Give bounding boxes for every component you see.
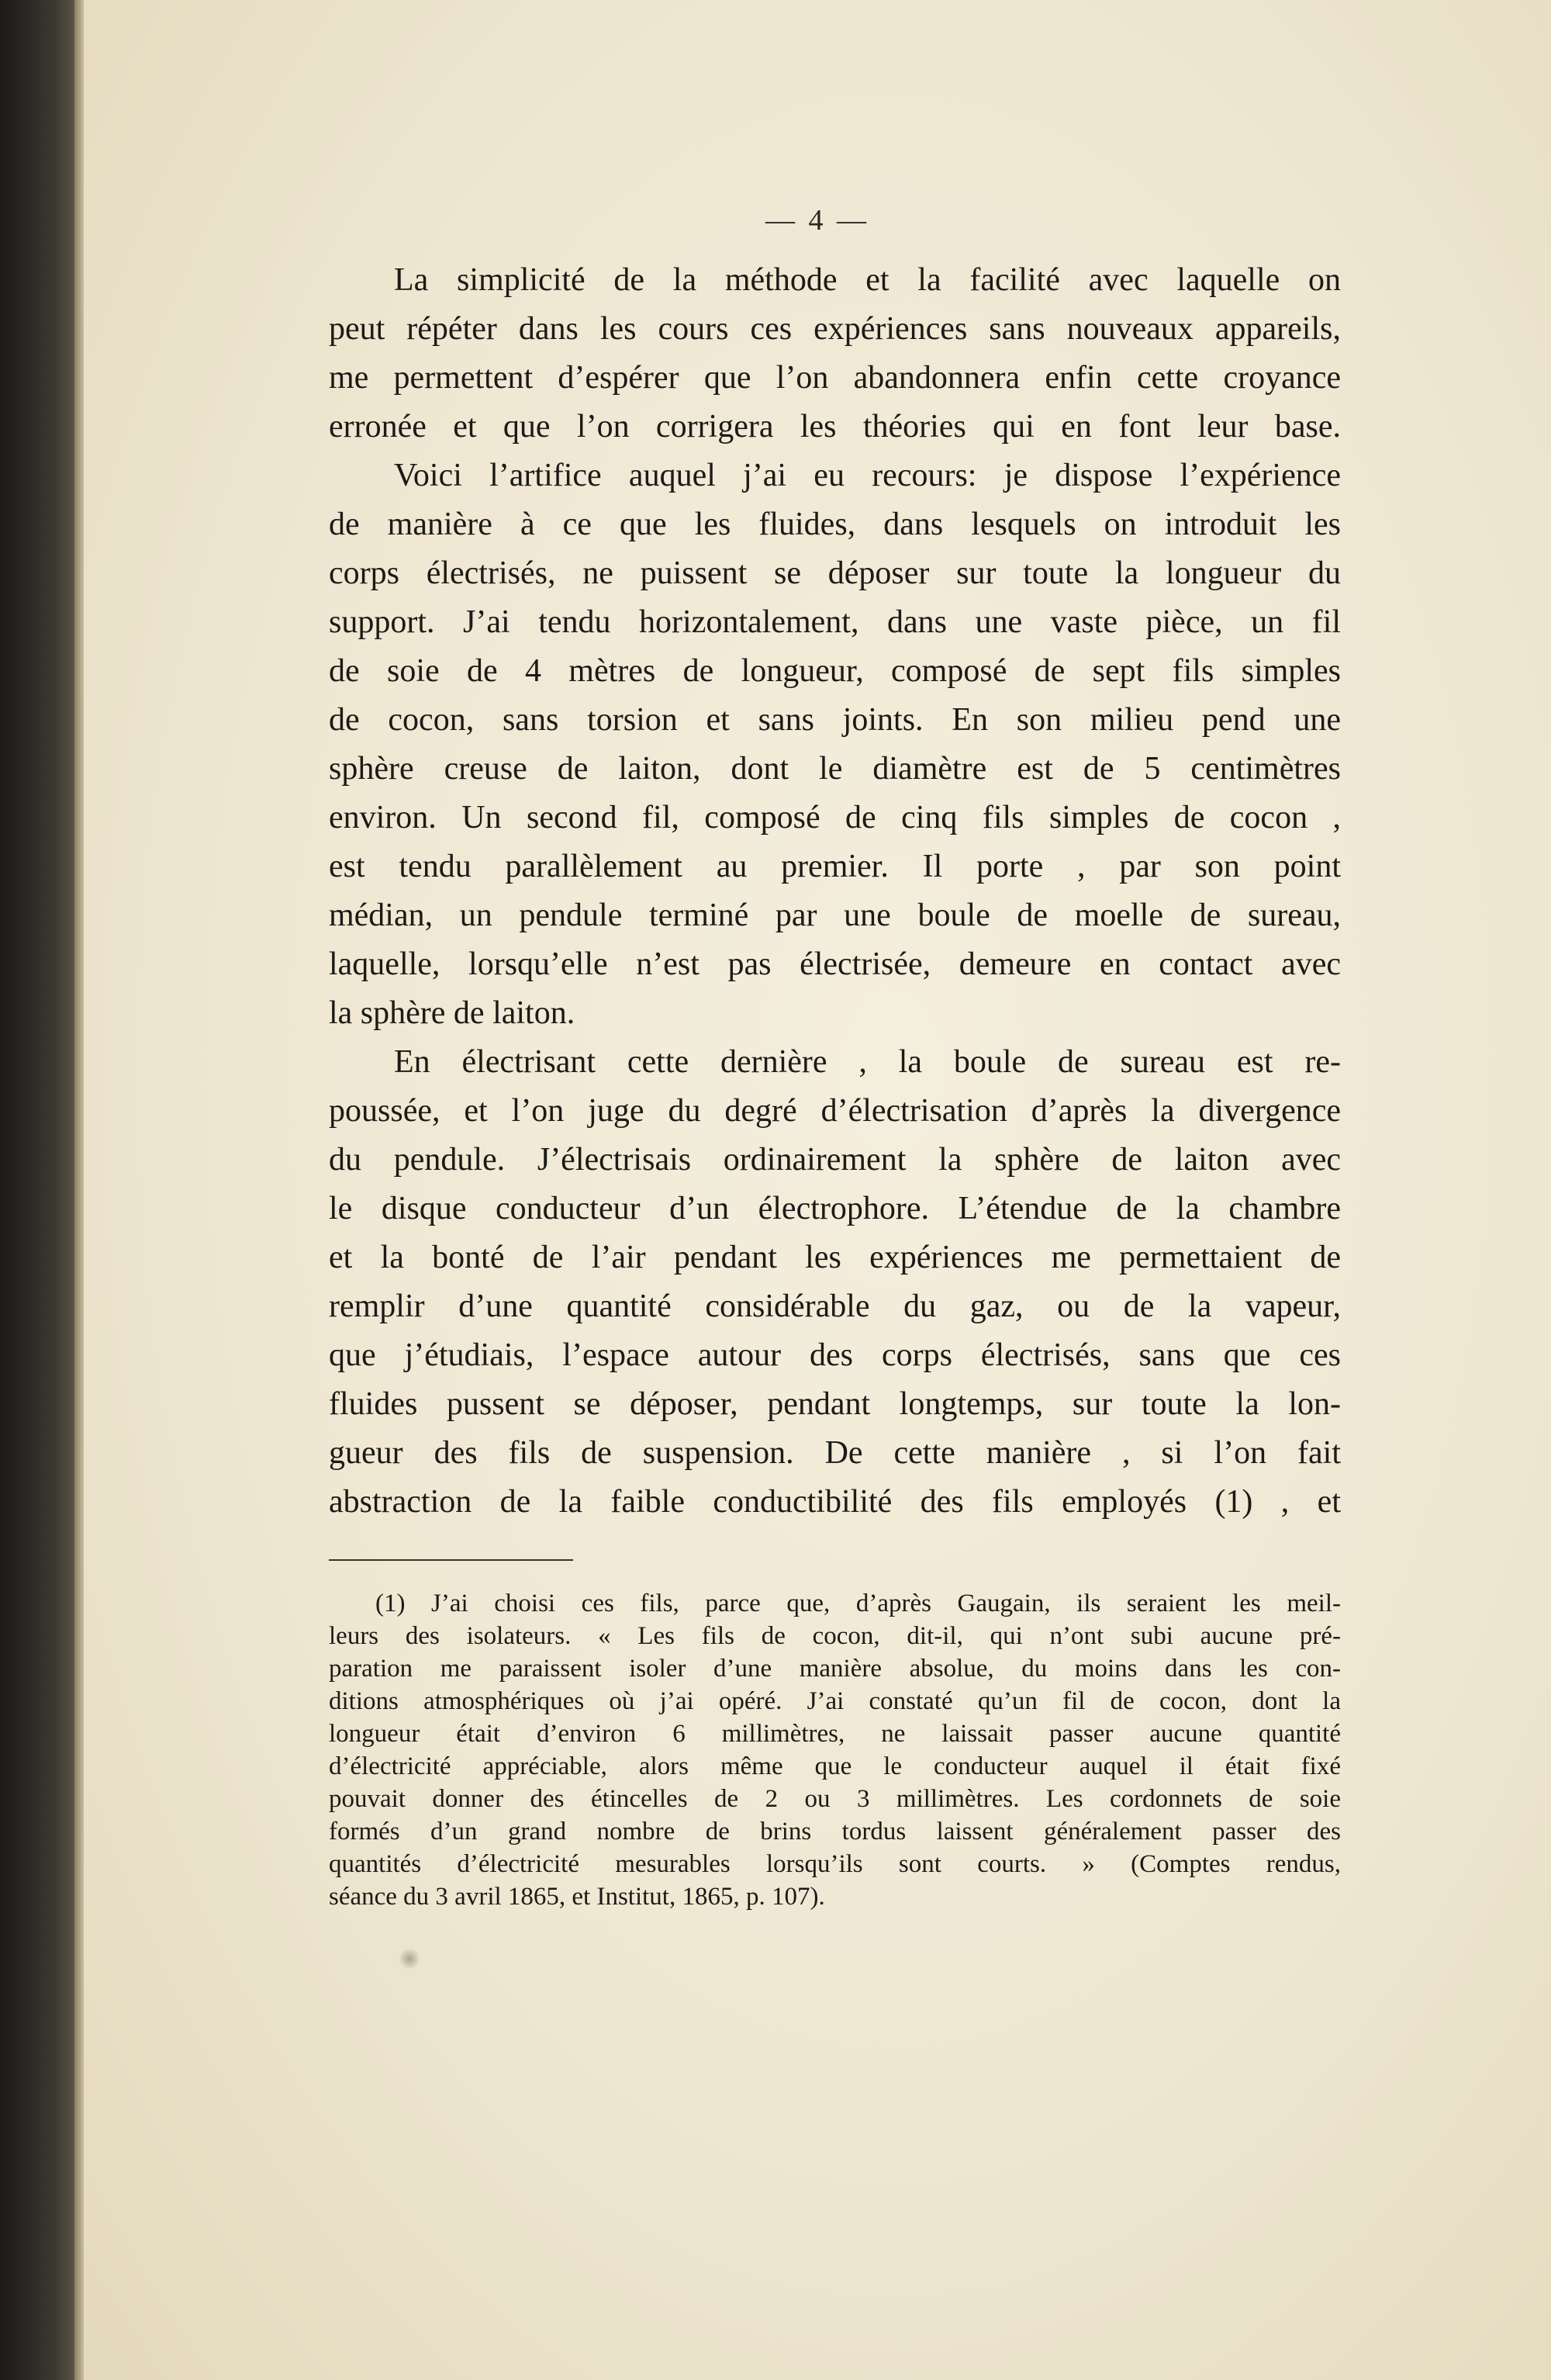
body-line: sphère creuse de laiton, dont le diamètre est de 5 centimètres [329,751,1341,787]
body-line: En électrisant cette dernière , la boule de sureau est re- [394,1044,1341,1080]
body-line: poussée, et l’on juge du degré d’électrisation d’après la divergence [329,1093,1341,1129]
footnote-line: longueur était d’environ 6 millimètres, ne laissait passer aucune quantité [329,1720,1341,1748]
body-line: remplir d’une quantité considérable du gaz, ou de la vapeur, [329,1289,1341,1324]
footnote [329,1587,1341,1913]
body-line: du pendule. J’électrisais ordinairement la sphère de laiton avec [329,1142,1341,1178]
footnote-line: d’électricité appréciable, alors même que le conducteur auquel il était fixé [329,1752,1341,1780]
body-line: erronée et que l’on corrigera les théories qui en font leur base. [329,409,1341,445]
body-line: que j’étudiais, l’espace autour des corps électrisés, sans que ces [329,1337,1341,1373]
body-line: la sphère de laiton. [329,995,575,1031]
body-line: peut répéter dans les cours ces expériences sans nouveaux appareils, [329,311,1341,347]
body-line: de soie de 4 mètres de longueur, composé de sept fils simples [329,653,1341,689]
footnote-line: (1) J’ai choisi ces fils, parce que, d’après Gaugain, ils seraient les meil- [375,1590,1341,1617]
body-line: Voici l’artifice auquel j’ai eu recours: je dispose l’expérience [394,458,1341,493]
body-line: le disque conducteur d’un électrophore. L’étendue de la chambre [329,1191,1341,1226]
footnote-line: formés d’un grand nombre de brins tordus laissent généralement passer des [329,1818,1341,1846]
body-line: médian, un pendule terminé par une boule de moelle de sureau, [329,898,1341,933]
body-line: gueur des fils de suspension. De cette manière , si l’on fait [329,1435,1341,1471]
body-line: La simplicité de la méthode et la facilité avec laquelle on [394,262,1341,298]
body-line: support. J’ai tendu horizontalement, dans une vaste pièce, un fil [329,604,1341,640]
body-line: me permettent d’espérer que l’on abandonnera enfin cette croyance [329,360,1341,396]
body-line: de manière à ce que les fluides, dans lesquels on introduit les [329,507,1341,542]
book-binding [0,0,74,2380]
body-text [329,256,1341,1527]
page-number: — 4 — [765,204,869,237]
body-line: et la bonté de l’air pendant les expériences me permettaient de [329,1240,1341,1275]
footnote-line: leurs des isolateurs. « Les fils de cocon, dit-il, qui n’ont subi aucune pré- [329,1622,1341,1650]
binding-edge [74,0,84,2380]
footnote-divider [329,1559,573,1561]
footnote-line: ditions atmosphériques où j’ai opéré. J’ai constaté qu’un fil de cocon, dont la [329,1687,1341,1715]
ink-smudge [399,1947,420,1970]
footnote-line: quantités d’électricité mesurables lorsqu’ils sont courts. » (Comptes rendus, [329,1850,1341,1878]
footnote-line: séance du 3 avril 1865, et Institut, 1865, p. 107). [329,1883,825,1911]
footnote-line: pouvait donner des étincelles de 2 ou 3 millimètres. Les cordonnets de soie [329,1785,1341,1813]
body-line: fluides pussent se déposer, pendant longtemps, sur toute la lon- [329,1386,1341,1422]
body-line: corps électrisés, ne puissent se déposer sur toute la longueur du [329,555,1341,591]
body-line: de cocon, sans torsion et sans joints. En son milieu pend une [329,702,1341,738]
body-line: abstraction de la faible conductibilité des fils employés (1) , et [329,1484,1341,1520]
body-line: laquelle, lorsqu’elle n’est pas électrisée, demeure en contact avec [329,946,1341,982]
footnote-line: paration me paraissent isoler d’une manière absolue, du moins dans les con- [329,1655,1341,1683]
body-line: est tendu parallèlement au premier. Il porte , par son point [329,849,1341,884]
body-line: environ. Un second fil, composé de cinq fils simples de cocon , [329,800,1341,835]
